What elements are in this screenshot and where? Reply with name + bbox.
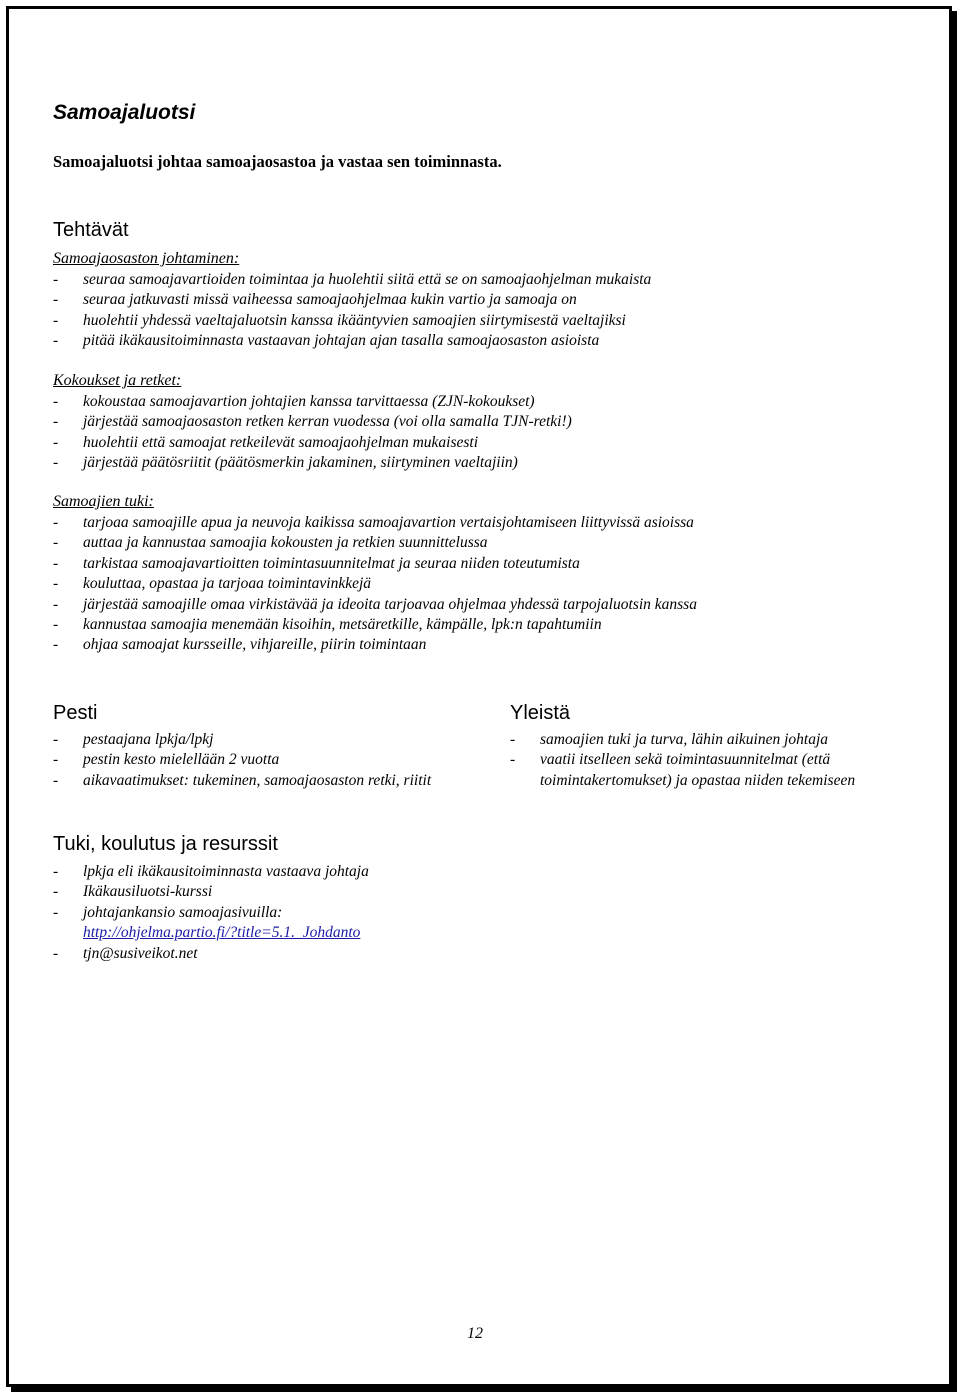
list-item: - seuraa samoajavartioiden toimintaa ja huolehtii siitä että se on samoajaohjelman mukaista [53, 270, 893, 290]
list-item: - Ikäkausiluotsi-kurssi [53, 882, 553, 902]
list-item: - huolehtii yhdessä vaeltajaluotsin kanssa ikääntyvien samoajien siirtymisestä vaeltajiksi [53, 311, 893, 331]
list-item: - tarjoaa samoajille apua ja neuvoja kaikissa samoajavartion vertaisjohtamiseen liittyvissä asioissa [53, 513, 913, 533]
list-item: - vaatii itselleen sekä toimintasuunnitelmat (että toimintakertomukset) ja opastaa niiden tekemiseen [510, 750, 910, 791]
list-item: - järjestää samoajille omaa virkistävää ja ideoita tarjoavaa ohjelmaa yhdessä tarpojaluotsin kanssa [53, 595, 913, 615]
list-item: - lpkja eli ikäkausitoiminnasta vastaava johtaja [53, 862, 553, 882]
list-item: - tarkistaa samoajavartioitten toimintasuunnitelmat ja seuraa niiden toteutumista [53, 554, 913, 574]
list-item [53, 903, 553, 944]
subheading-leadership: Samoajaosaston johtaminen: [53, 250, 240, 267]
list-item: - järjestää samoajaosaston retken kerran vuodessa (voi olla samalla TJN-retki!) [53, 412, 893, 432]
subheading-meetings: Kokoukset ja retket: [53, 372, 182, 389]
list-support [53, 513, 913, 656]
page-number: 12 [467, 1325, 483, 1342]
list-item: - seuraa jatkuvasti missä vaiheessa samoajaohjelmaa kukin vartio ja samoaja on [53, 290, 893, 310]
section-heading-yleista: Yleistä [510, 702, 571, 724]
section-heading-resources: Tuki, koulutus ja resurssit [53, 833, 278, 855]
list-pesti [53, 730, 453, 791]
intro-text: Samoajaluotsi johtaa samoajaosastoa ja vastaa sen toiminnasta. [53, 152, 502, 171]
subheading-support: Samoajien tuki: [53, 493, 154, 510]
list-item: - auttaa ja kannustaa samoajia kokousten ja retkien suunnittelussa [53, 533, 913, 553]
list-item: - pestaajana lpkja/lpkj [53, 730, 453, 750]
list-item: - tjn@susiveikot.net [53, 944, 553, 964]
list-leadership [53, 270, 893, 352]
list-item: - kokoustaa samoajavartion johtajien kanssa tarvittaessa (ZJN-kokoukset) [53, 392, 893, 412]
list-item: - samoajien tuki ja turva, lähin aikuinen johtaja [510, 730, 910, 750]
list-item: - pestin kesto mielellään 2 vuotta [53, 750, 453, 770]
list-item: - ohjaa samoajat kursseille, vihjareille, piirin toimintaan [53, 635, 913, 655]
section-heading-pesti: Pesti [53, 702, 98, 724]
johdanto-link[interactable]: http://ohjelma.partio.fi/?title=5.1._Johdanto [83, 924, 361, 942]
list-item: - järjestää päätösriitit (päätösmerkin jakaminen, siirtyminen vaeltajiin) [53, 453, 893, 473]
section-heading-tasks: Tehtävät [53, 219, 129, 241]
list-resources [53, 862, 553, 964]
list-item: - huolehtii että samoajat retkeilevät samoajaohjelman mukaisesti [53, 433, 893, 453]
list-item: - aikavaatimukset: tukeminen, samoajaosaston retki, riitit [53, 771, 453, 791]
list-item: - pitää ikäkausitoiminnasta vastaavan johtajan ajan tasalla samoajaosaston asioista [53, 331, 893, 351]
list-yleista [510, 730, 910, 791]
document-page [6, 6, 952, 1387]
list-item: - kouluttaa, opastaa ja tarjoaa toimintavinkkejä [53, 574, 913, 594]
page-title: Samoajaluotsi [53, 101, 196, 124]
list-meetings [53, 392, 893, 474]
resource-label: johtajankansio samoajasivuilla: [83, 903, 283, 921]
list-item: - kannustaa samoajia menemään kisoihin, metsäretkille, kämpälle, lpk:n tapahtumiin [53, 615, 913, 635]
